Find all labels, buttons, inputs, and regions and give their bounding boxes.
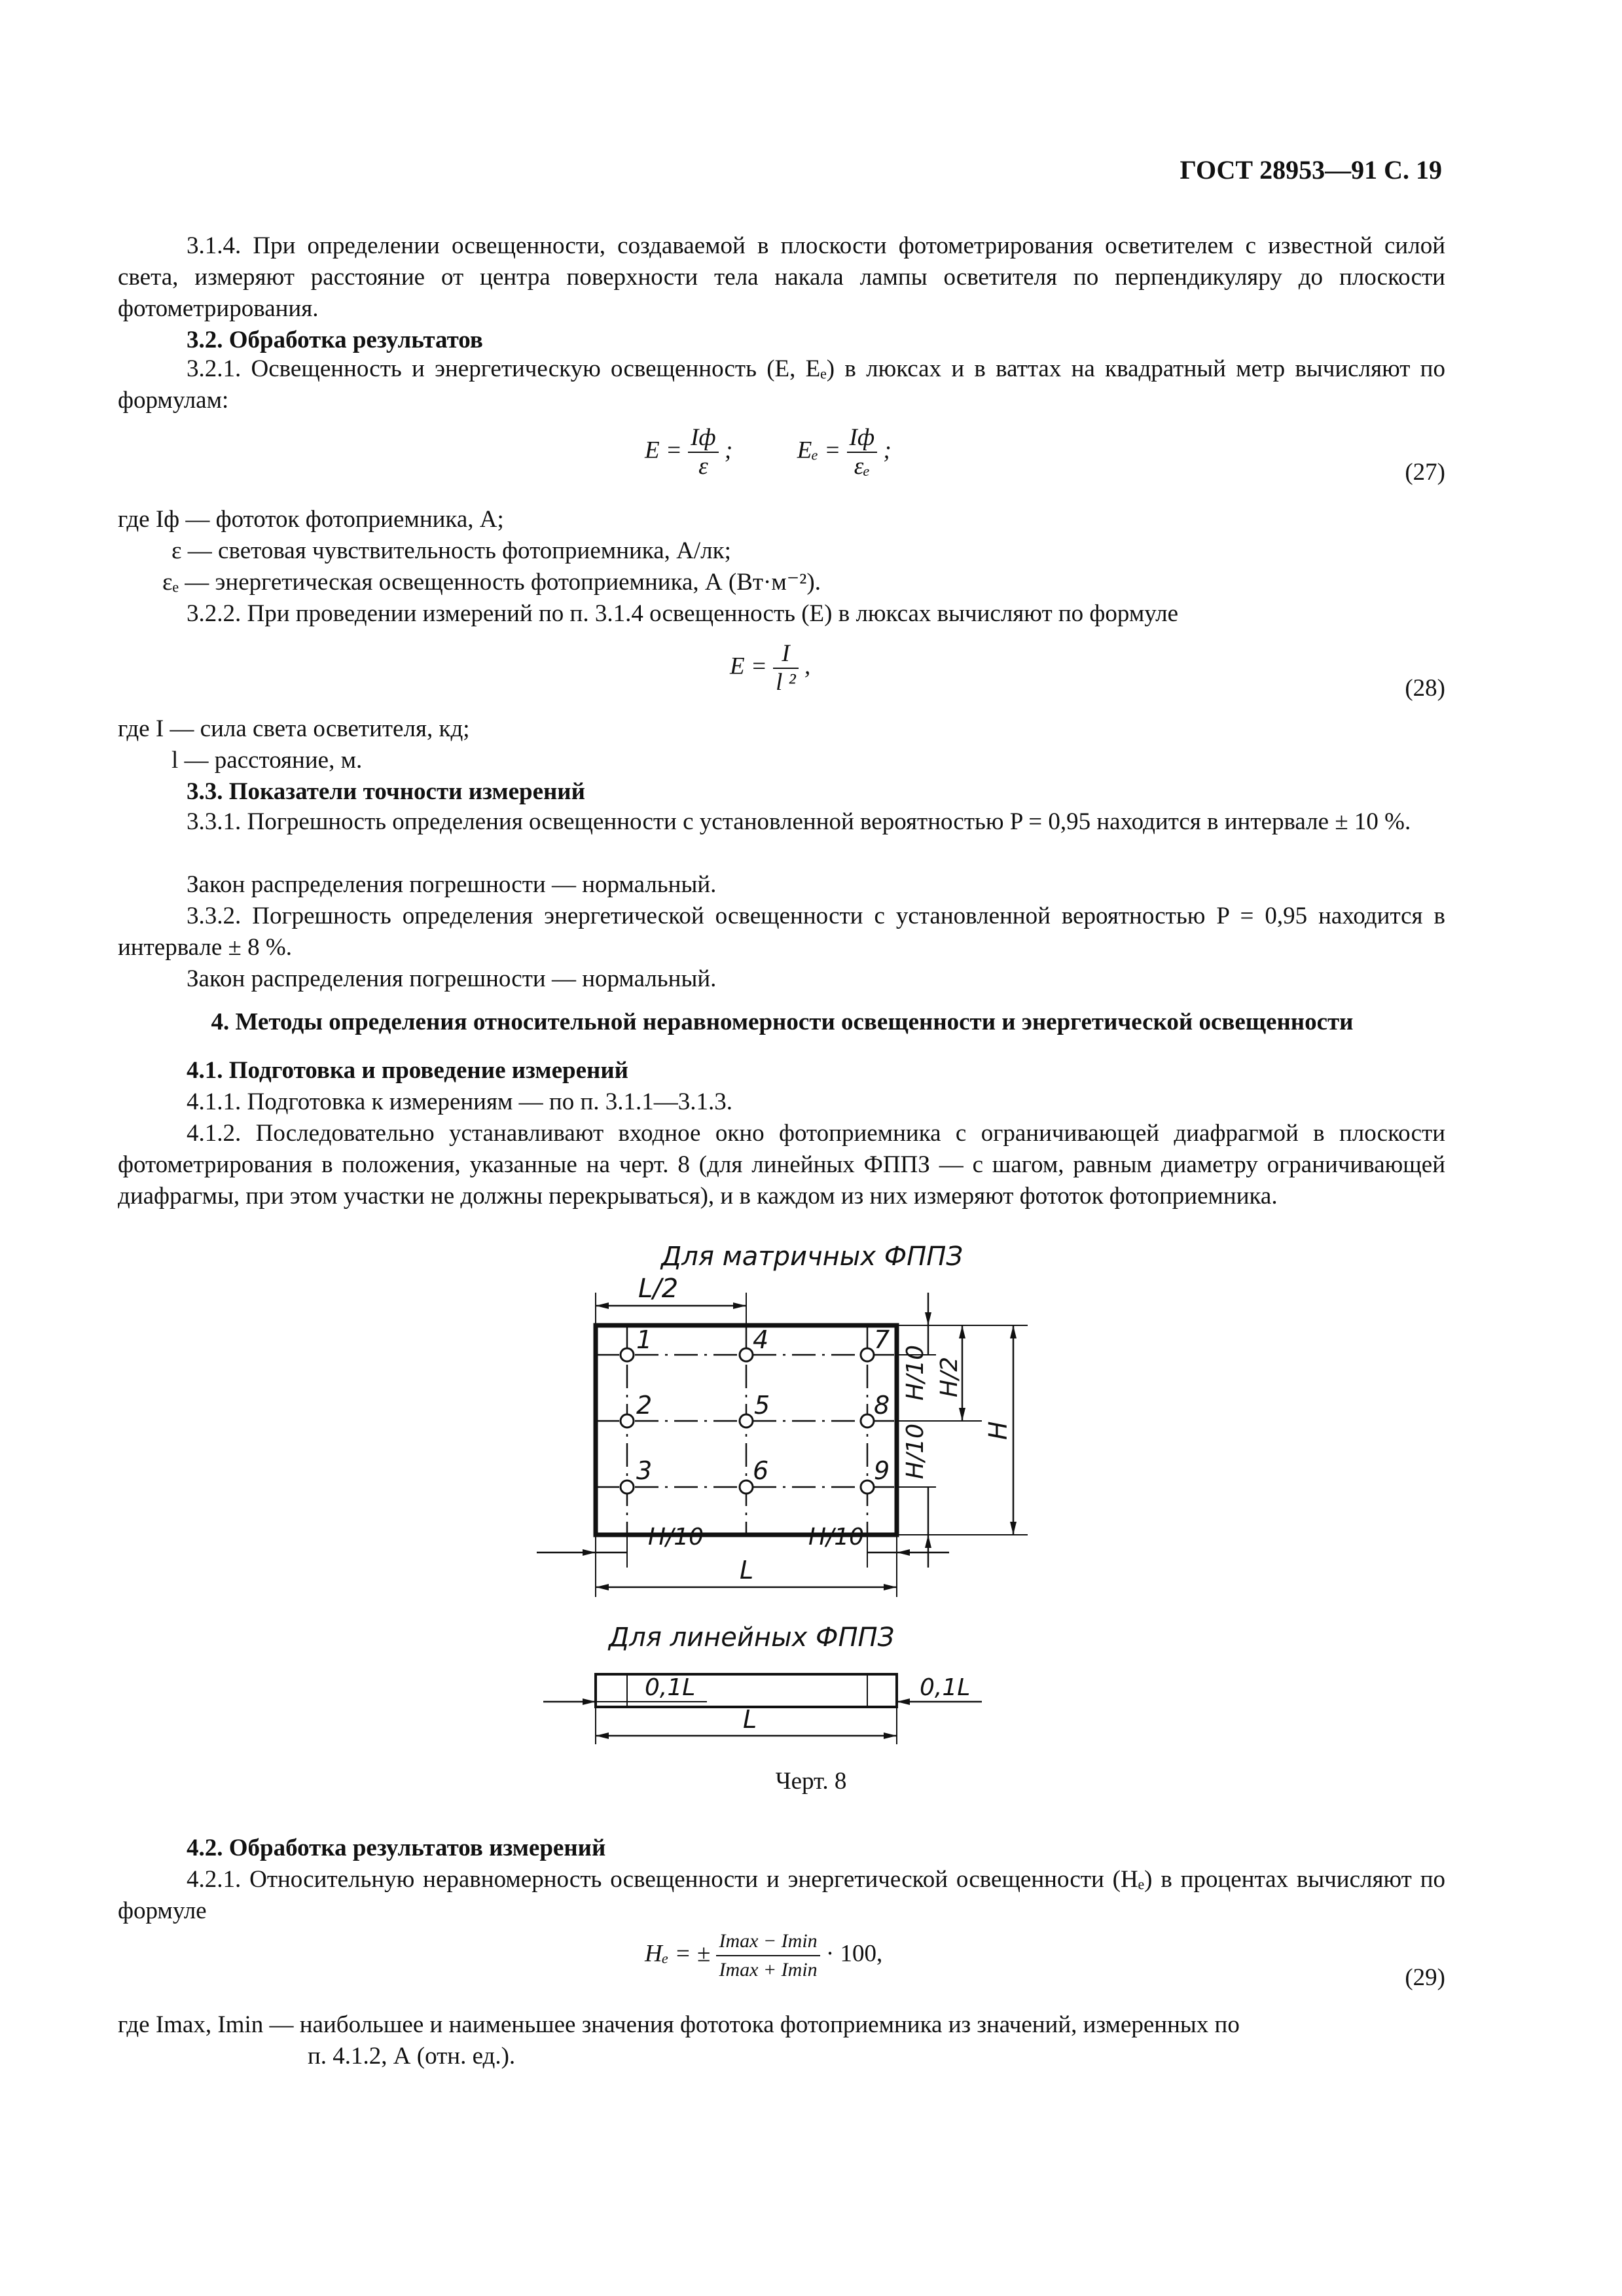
measuring-point-9 bbox=[861, 1480, 874, 1494]
formula-number-27: (27) bbox=[1405, 459, 1445, 486]
figure-title-matrix: Для матричных ФППЗ bbox=[661, 1242, 963, 1272]
paragraph-3-2-2: 3.2.2. При проведении измерений по п. 3.1.4 освещенность (E) в люксах вычисляют по формуле bbox=[187, 600, 1179, 627]
dim-label-h-10-right: H/10 bbox=[808, 1524, 865, 1551]
point-label: 1 bbox=[636, 1325, 653, 1354]
figure-caption: Черт. 8 bbox=[775, 1768, 847, 1795]
paragraph-3-1-4: 3.1.4. При определении освещенности, создаваемой в плоскости фотометрирования осветителем с известной силой света, измеряют расстояние от центра поверхности тела накала лампы осветителя по перпендикуляру до плоскости фотометрирования. bbox=[118, 232, 1445, 322]
point-label: 9 bbox=[874, 1456, 890, 1485]
paragraph-3-3-1: 3.3.1. Погрешность определения освещенности с установленной вероятностью P = 0,95 находится в интервале ± 10 %. bbox=[187, 808, 1411, 835]
paragraph-3-3-2: 3.3.2. Погрешность определения энергетической освещенности с установленной вероятностью P = 0,95 находится в интервале ± 8 %. bbox=[118, 903, 1445, 961]
dim-label-l-half: L/2 bbox=[638, 1274, 679, 1304]
dim-label-h-half: H/2 bbox=[936, 1356, 963, 1397]
formula-29: Hₑ = ± $\frac{Imax - Imin}{Imax + Imin}$ · 100, bbox=[645, 1928, 882, 1984]
dim-label-l: L bbox=[740, 1556, 754, 1585]
measuring-point-2 bbox=[621, 1414, 634, 1427]
paragraph-4-1-2: 4.1.2. Последовательно устанавливают входное окно фотоприемника с ограничивающей диафрагмой в плоскости фотометрирования в положения, указанные на черт. 8 (для линейных ФППЗ — с шагом, равным диаметру ограничивающей диафрагмы, при этом участки не должны перекрываться), и в каждом из них измеряют фототок фотоприемника. bbox=[118, 1120, 1445, 1210]
figure-title-linear: Для линейных ФППЗ bbox=[609, 1623, 895, 1653]
where-29-line-2: п. 4.1.2, А (отн. ед.). bbox=[308, 2043, 516, 2070]
dim-label-l-linear: L bbox=[743, 1705, 757, 1734]
formula-28: E = $\frac{I}{\text{l ²}}$ , bbox=[730, 640, 811, 696]
paragraph-3-3-2-law: Закон распределения погрешности — нормальный. bbox=[187, 965, 717, 992]
measuring-point-1 bbox=[621, 1348, 634, 1361]
where-27-line-2: ε — световая чувствительность фотоприемника, А/лк; bbox=[171, 537, 731, 564]
where-29-line-1: где Imax, Imin — наибольшее и наименьшее значения фототока фотоприемника из значений, измеренных по bbox=[118, 2011, 1240, 2038]
measuring-point-4 bbox=[740, 1348, 753, 1361]
dim-label-01l-right: 0,1L bbox=[920, 1674, 971, 1701]
paragraph-3-2-1: 3.2.1. Освещенность и энергетическую освещенность (E, Eₑ) в люксах и в ваттах на квадратный метр вычисляют по формулам: bbox=[118, 355, 1445, 414]
heading-4-2: 4.2. Обработка результатов измерений bbox=[187, 1835, 606, 1861]
measuring-point-6 bbox=[740, 1480, 753, 1494]
where-28-line-1: где I — сила света осветителя, кд; bbox=[118, 715, 470, 742]
point-label: 4 bbox=[753, 1325, 769, 1354]
paragraph-4-2-1: 4.2.1. Относительную неравномерность освещенности и энергетической освещенности (Hₑ) в процентах вычисляют по формуле bbox=[118, 1866, 1445, 1924]
dim-label-01l-left: 0,1L bbox=[645, 1674, 696, 1701]
heading-3-2: 3.2. Обработка результатов bbox=[187, 327, 483, 353]
measuring-point-7 bbox=[861, 1348, 874, 1361]
point-label: 5 bbox=[754, 1391, 770, 1420]
paragraph-4-1-1: 4.1.1. Подготовка к измерениям — по п. 3.1.1—3.1.3. bbox=[187, 1088, 732, 1115]
page-header: ГОСТ 28953—91 С. 19 bbox=[1180, 155, 1442, 185]
paragraph-3-3-1-law: Закон распределения погрешности — нормальный. bbox=[187, 871, 717, 898]
where-28-line-2: l — расстояние, м. bbox=[171, 747, 363, 774]
measuring-point-8 bbox=[861, 1414, 874, 1427]
dim-label-h-10-left: H/10 bbox=[648, 1524, 704, 1551]
where-27-line-1: где Iф — фототок фотоприемника, А; bbox=[118, 506, 504, 533]
measuring-point-3 bbox=[621, 1480, 634, 1494]
point-label: 8 bbox=[874, 1391, 890, 1420]
section-4-title: 4. Методы определения относительной неравномерности освещенности и энергетической освещенности bbox=[211, 1009, 1354, 1035]
dim-label-h-10-bottom: H/10 bbox=[902, 1423, 929, 1479]
formula-number-28: (28) bbox=[1405, 675, 1445, 702]
heading-4-1: 4.1. Подготовка и проведение измерений bbox=[187, 1057, 628, 1084]
measuring-point-5 bbox=[740, 1414, 753, 1427]
formula-27: E = $\frac{Iф}{\varepsilon}$ ; Eₑ = $\frac{Iф}{\text{εₑ}}$ ; bbox=[645, 424, 892, 480]
dim-label-h-10-top: H/10 bbox=[902, 1344, 929, 1401]
point-label: 2 bbox=[636, 1391, 653, 1420]
point-label: 3 bbox=[636, 1456, 653, 1485]
where-27-line-3: εₑ — энергетическая освещенность фотоприемника, А (Вт·м⁻²). bbox=[162, 569, 821, 596]
point-label: 7 bbox=[874, 1325, 890, 1354]
point-label: 6 bbox=[753, 1456, 769, 1485]
heading-3-3: 3.3. Показатели точности измерений bbox=[187, 778, 585, 805]
formula-number-29: (29) bbox=[1405, 1964, 1445, 1991]
dim-label-h: H bbox=[984, 1421, 1013, 1440]
